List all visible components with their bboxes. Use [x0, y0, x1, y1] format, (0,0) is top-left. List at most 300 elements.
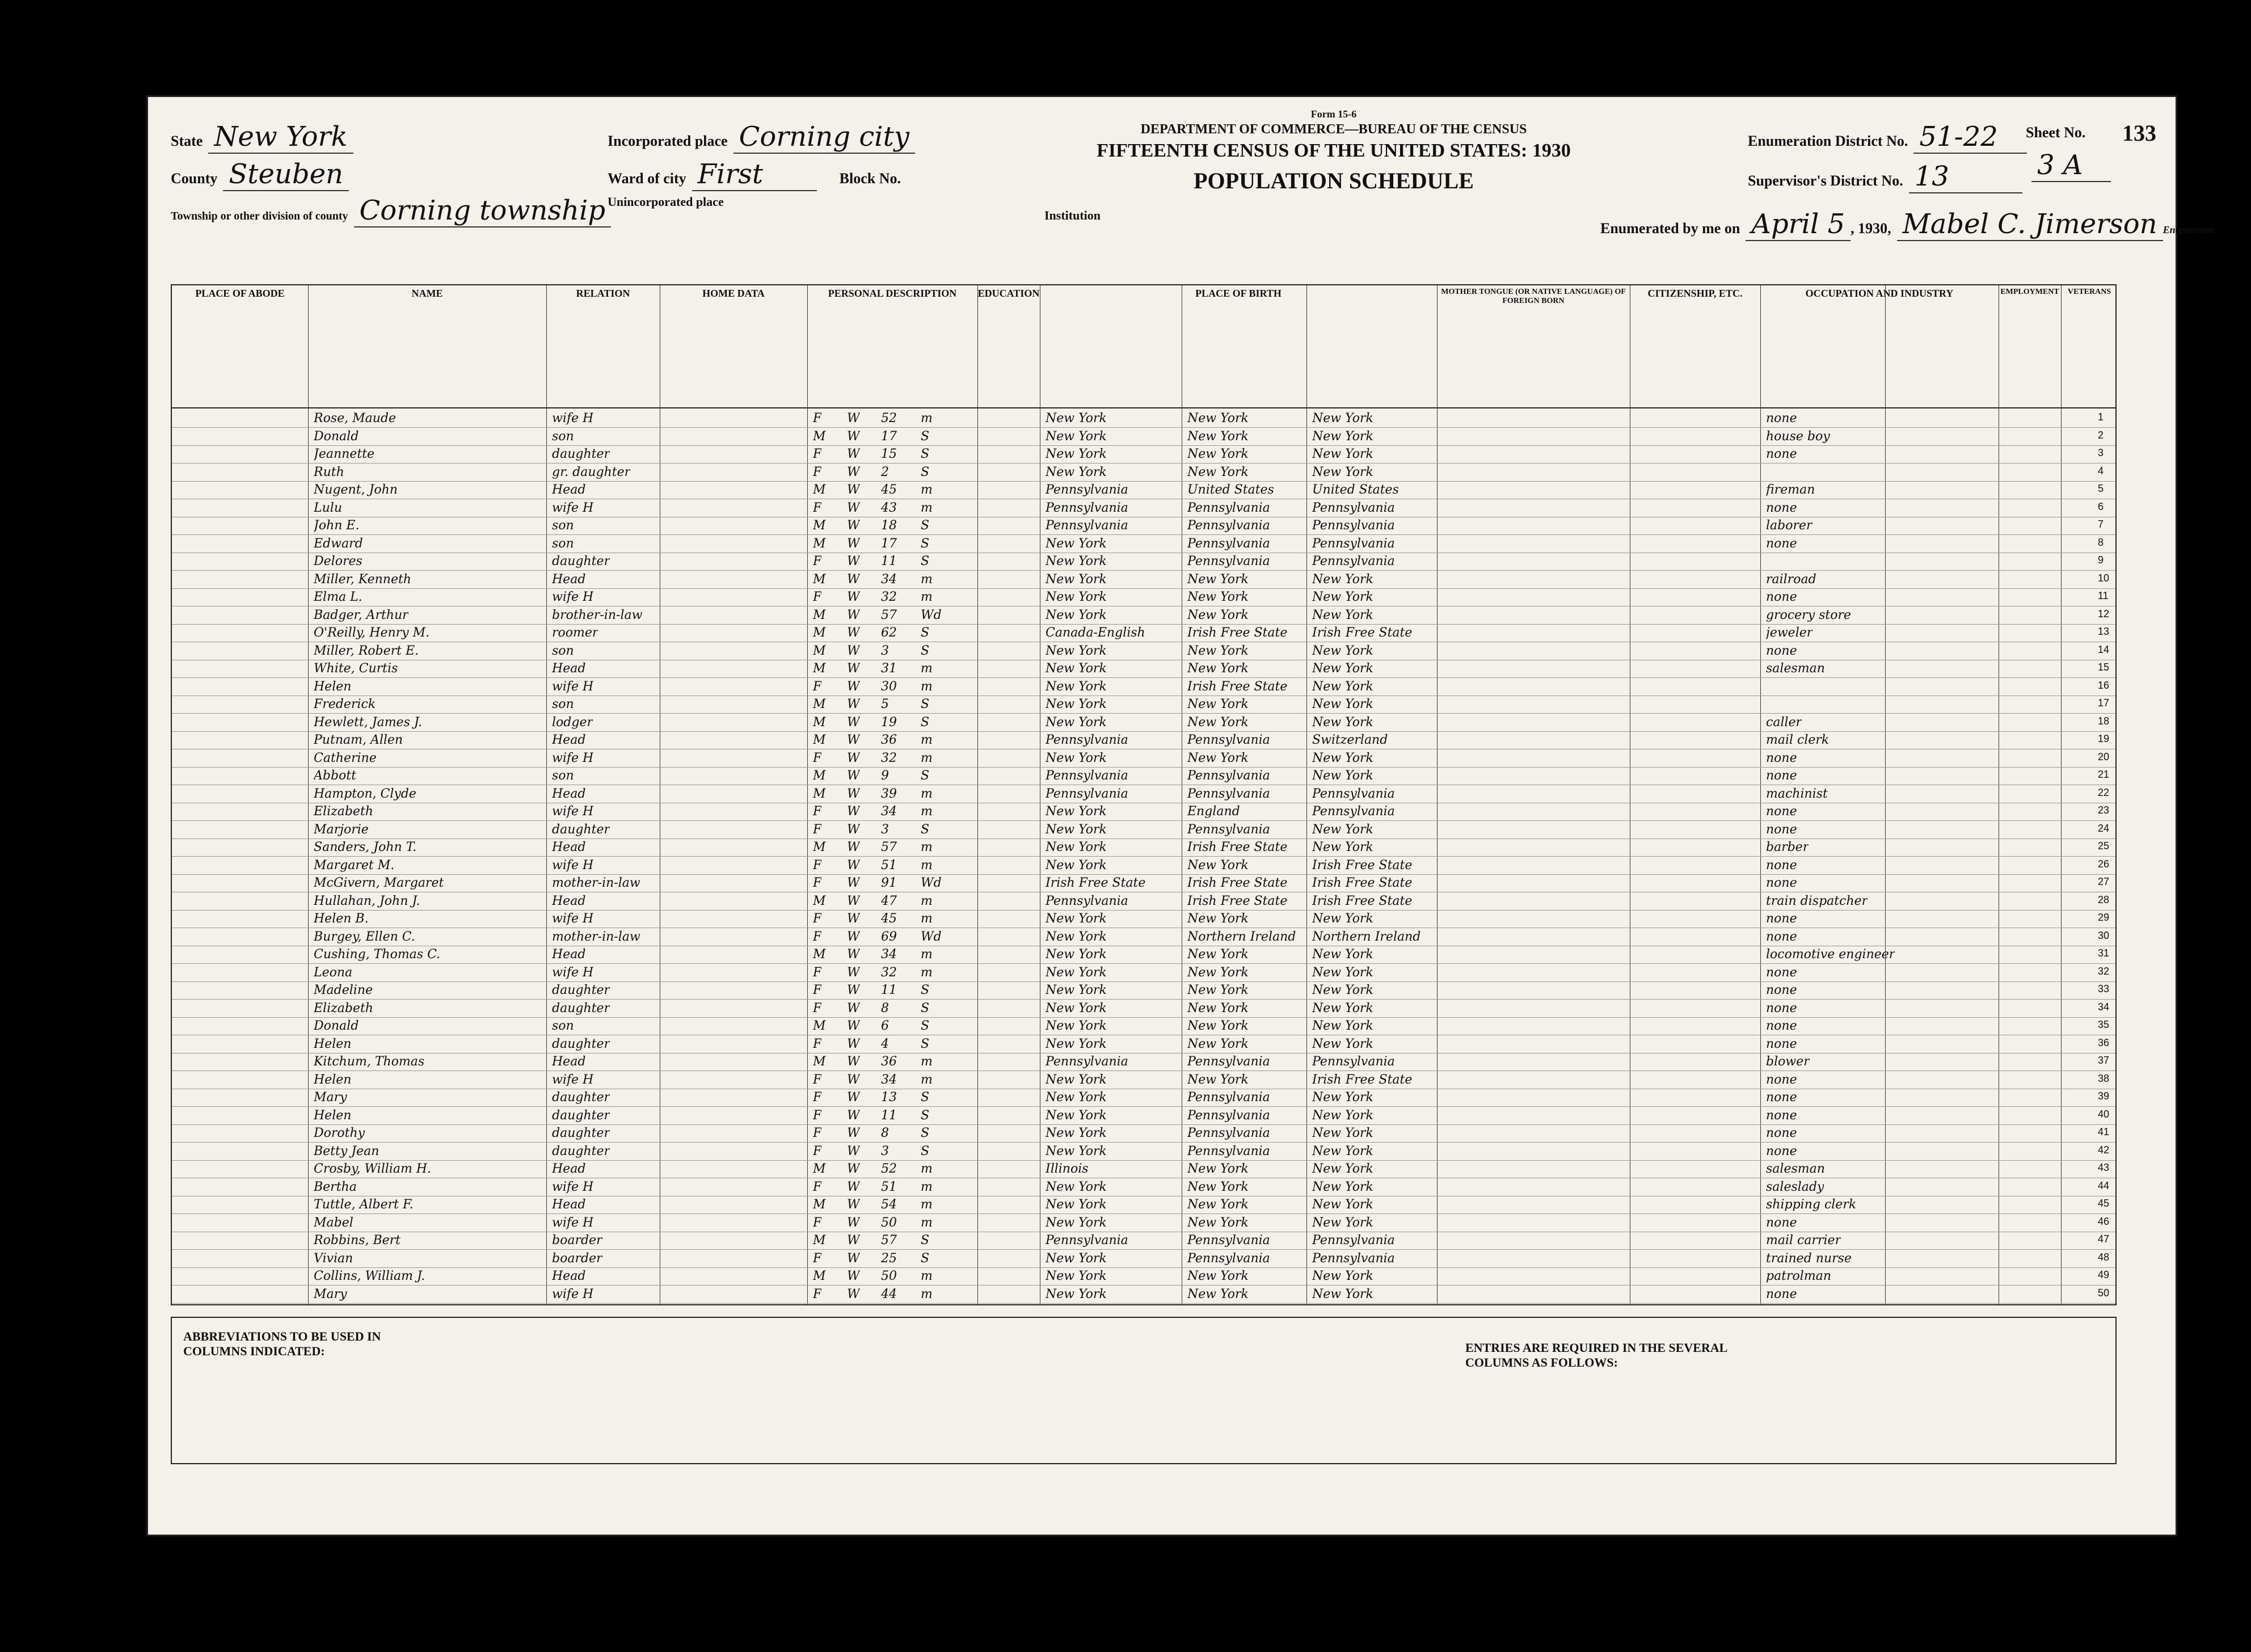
- father-birthplace: New York: [1187, 983, 1249, 997]
- occupation: none: [1766, 1001, 1797, 1015]
- row-number: 17: [2098, 697, 2110, 709]
- row-number: 12: [2098, 608, 2110, 620]
- schedule-title: POPULATION SCHEDULE: [1194, 168, 1474, 193]
- father-birthplace: Pennsylvania: [1187, 1090, 1270, 1105]
- birthplace: New York: [1046, 1019, 1107, 1033]
- race: W: [847, 1233, 860, 1248]
- birthplace: New York: [1046, 822, 1107, 837]
- row-number: 18: [2098, 715, 2110, 727]
- birthplace: New York: [1046, 715, 1107, 730]
- age: 34: [881, 947, 897, 962]
- age: 39: [881, 786, 897, 801]
- marital-status: m: [921, 590, 933, 604]
- row-number: 40: [2098, 1108, 2110, 1120]
- mother-birthplace: New York: [1312, 983, 1373, 997]
- group-place-of-birth: PLACE OF BIRTH: [1195, 288, 1282, 299]
- census-title: FIFTEENTH CENSUS OF THE UNITED STATES: 1930: [1097, 140, 1571, 161]
- marital-status: m: [921, 483, 933, 497]
- sheet-field: Sheet No. 3 A: [2026, 124, 2111, 182]
- marital-status: m: [921, 1287, 933, 1301]
- relation: mother-in-law: [552, 876, 640, 890]
- race: W: [847, 983, 860, 997]
- marital-status: S: [921, 1019, 930, 1033]
- table-row: [172, 625, 2115, 642]
- row-number: 46: [2098, 1215, 2110, 1227]
- person-name: Robbins, Bert: [314, 1233, 401, 1248]
- sd-field: Supervisor's District No. 13: [1748, 161, 2022, 193]
- occupation: none: [1766, 411, 1797, 425]
- father-birthplace: Pennsylvania: [1187, 1108, 1270, 1123]
- relation: son: [552, 697, 574, 711]
- occupation: none: [1766, 500, 1797, 515]
- relation: daughter: [552, 554, 610, 568]
- age: 57: [881, 840, 897, 854]
- race: W: [847, 679, 860, 694]
- race: W: [847, 661, 860, 676]
- person-name: Lulu: [314, 500, 342, 515]
- father-birthplace: New York: [1187, 429, 1249, 444]
- person-name: Mabel: [314, 1215, 353, 1230]
- row-number: 8: [2098, 536, 2104, 548]
- father-birthplace: Pennsylvania: [1187, 1233, 1270, 1248]
- row-number: 1: [2098, 411, 2104, 423]
- row-number: 25: [2098, 840, 2110, 852]
- marital-status: m: [921, 411, 933, 425]
- person-name: Dorothy: [314, 1126, 365, 1140]
- birthplace: Pennsylvania: [1046, 769, 1128, 783]
- age: 6: [881, 1019, 889, 1033]
- age: 25: [881, 1251, 897, 1266]
- person-name: Collins, William J.: [314, 1269, 425, 1283]
- table-row: [172, 911, 2115, 928]
- person-name: Edward: [314, 536, 363, 551]
- person-name: O'Reilly, Henry M.: [314, 626, 430, 640]
- row-number: 31: [2098, 947, 2110, 959]
- birthplace: New York: [1046, 983, 1107, 997]
- mother-birthplace: New York: [1312, 572, 1373, 587]
- occupation: none: [1766, 912, 1797, 926]
- group-occupation: OCCUPATION AND INDUSTRY: [1805, 288, 1954, 299]
- relation: daughter: [552, 1036, 610, 1051]
- occupation: barber: [1766, 840, 1809, 854]
- relation: wife H: [552, 912, 594, 926]
- occupation: patrolman: [1766, 1269, 1831, 1283]
- marital-status: S: [921, 465, 930, 479]
- sex: M: [813, 483, 826, 497]
- race: W: [847, 1179, 860, 1194]
- birthplace: New York: [1046, 840, 1107, 854]
- table-row: [172, 1089, 2115, 1107]
- father-birthplace: Irish Free State: [1187, 679, 1288, 694]
- birthplace: New York: [1046, 1126, 1107, 1140]
- row-number: 13: [2098, 626, 2110, 637]
- marital-status: m: [921, 500, 933, 515]
- birthplace: New York: [1046, 554, 1107, 568]
- person-name: Madeline: [314, 983, 373, 997]
- sex: M: [813, 1162, 826, 1176]
- relation: Head: [552, 483, 586, 497]
- occupation: none: [1766, 965, 1797, 980]
- row-number: 15: [2098, 661, 2110, 673]
- age: 51: [881, 1179, 897, 1194]
- father-birthplace: New York: [1187, 411, 1249, 425]
- sex: F: [813, 1126, 822, 1140]
- birthplace: Pennsylvania: [1046, 786, 1128, 801]
- group-place-of-abode: PLACE OF ABODE: [195, 288, 285, 299]
- sex: M: [813, 429, 826, 444]
- sex: F: [813, 411, 822, 425]
- marital-status: S: [921, 1036, 930, 1051]
- relation: lodger: [552, 715, 593, 730]
- relation: brother-in-law: [552, 608, 643, 622]
- relation: son: [552, 519, 574, 533]
- marital-status: Wd: [921, 929, 942, 944]
- age: 69: [881, 929, 897, 944]
- marital-status: m: [921, 733, 933, 747]
- relation: wife H: [552, 1287, 594, 1301]
- relation: Head: [552, 733, 586, 747]
- relation: wife H: [552, 679, 594, 694]
- race: W: [847, 929, 860, 944]
- mother-birthplace: New York: [1312, 697, 1373, 711]
- person-name: Hampton, Clyde: [314, 786, 416, 801]
- occupation: salesman: [1766, 661, 1825, 676]
- birthplace: New York: [1046, 429, 1107, 444]
- father-birthplace: Irish Free State: [1187, 876, 1288, 890]
- group-education: EDUCATION: [977, 288, 1040, 299]
- relation: Head: [552, 840, 586, 854]
- enumerator-name: Mabel C. Jimerson: [1897, 208, 2163, 241]
- race: W: [847, 465, 860, 479]
- person-name: Helen: [314, 1072, 352, 1087]
- father-birthplace: New York: [1187, 1198, 1249, 1212]
- relation: Head: [552, 1162, 586, 1176]
- table-row: [172, 1125, 2115, 1143]
- relation: Head: [552, 894, 586, 908]
- father-birthplace: Pennsylvania: [1187, 733, 1270, 747]
- sex: M: [813, 947, 826, 962]
- population-table: [171, 284, 2117, 1305]
- race: W: [847, 947, 860, 962]
- father-birthplace: Pennsylvania: [1187, 1144, 1270, 1158]
- person-name: Sanders, John T.: [314, 840, 417, 854]
- sex: M: [813, 1198, 826, 1212]
- sex: F: [813, 447, 822, 461]
- relation: wife H: [552, 804, 594, 819]
- row-number: 20: [2098, 751, 2110, 762]
- race: W: [847, 733, 860, 747]
- table-row: [172, 946, 2115, 964]
- occupation: machinist: [1766, 786, 1828, 801]
- birthplace: New York: [1046, 1108, 1107, 1123]
- relation: daughter: [552, 1144, 610, 1158]
- person-name: Miller, Kenneth: [314, 572, 411, 587]
- father-birthplace: New York: [1187, 1287, 1249, 1301]
- relation: wife H: [552, 751, 594, 765]
- mother-birthplace: New York: [1312, 1090, 1373, 1105]
- marital-status: m: [921, 1055, 933, 1069]
- mother-birthplace: Pennsylvania: [1312, 1251, 1395, 1266]
- marital-status: S: [921, 1126, 930, 1140]
- father-birthplace: Pennsylvania: [1187, 822, 1270, 837]
- birthplace: Irish Free State: [1046, 876, 1146, 890]
- race: W: [847, 876, 860, 890]
- sex: M: [813, 572, 826, 587]
- birthplace: New York: [1046, 1198, 1107, 1212]
- father-birthplace: Pennsylvania: [1187, 536, 1270, 551]
- race: W: [847, 411, 860, 425]
- sex: F: [813, 929, 822, 944]
- table-row: [172, 1215, 2115, 1232]
- race: W: [847, 643, 860, 658]
- ward-value: First: [692, 158, 817, 191]
- marital-status: m: [921, 947, 933, 962]
- father-birthplace: New York: [1187, 965, 1249, 980]
- relation: boarder: [552, 1233, 602, 1248]
- marital-status: m: [921, 786, 933, 801]
- age: 3: [881, 643, 889, 658]
- race: W: [847, 1215, 860, 1230]
- mother-birthplace: New York: [1312, 1162, 1373, 1176]
- age: 13: [881, 1090, 897, 1105]
- group-relation: RELATION: [576, 288, 630, 299]
- mother-birthplace: New York: [1312, 661, 1373, 676]
- table-row: [172, 1179, 2115, 1196]
- relation: wife H: [552, 590, 594, 604]
- relation: Head: [552, 1198, 586, 1212]
- birthplace: Canada-English: [1046, 626, 1145, 640]
- sex: F: [813, 876, 822, 890]
- age: 44: [881, 1287, 897, 1301]
- township-value: Corning township: [354, 195, 612, 227]
- race: W: [847, 840, 860, 854]
- marital-status: m: [921, 751, 933, 765]
- father-birthplace: England: [1187, 804, 1240, 819]
- birthplace: New York: [1046, 643, 1107, 658]
- row-number: 50: [2098, 1287, 2110, 1299]
- table-row: [172, 500, 2115, 517]
- mother-birthplace: New York: [1312, 965, 1373, 980]
- birthplace: New York: [1046, 465, 1107, 479]
- table-row: [172, 553, 2115, 571]
- occupation: none: [1766, 804, 1797, 819]
- age: 15: [881, 447, 897, 461]
- occupation: none: [1766, 1126, 1797, 1140]
- occupation: railroad: [1766, 572, 1816, 587]
- table-row: [172, 571, 2115, 589]
- birthplace: New York: [1046, 572, 1107, 587]
- race: W: [847, 858, 860, 873]
- sex: F: [813, 804, 822, 819]
- table-row: [172, 589, 2115, 606]
- mother-birthplace: New York: [1312, 643, 1373, 658]
- mother-birthplace: United States: [1312, 483, 1399, 497]
- group-veterans: VETERANS: [2067, 288, 2111, 296]
- relation: Head: [552, 661, 586, 676]
- row-number: 22: [2098, 786, 2110, 798]
- sex: F: [813, 1144, 822, 1158]
- age: 52: [881, 411, 897, 425]
- occupation: none: [1766, 1019, 1797, 1033]
- row-number: 19: [2098, 733, 2110, 744]
- table-row: [172, 982, 2115, 1000]
- birthplace: New York: [1046, 804, 1107, 819]
- age: 4: [881, 1036, 889, 1051]
- sex: F: [813, 1090, 822, 1105]
- occupation: shipping clerk: [1766, 1198, 1857, 1212]
- ed-value: 51-22: [1913, 121, 2027, 154]
- birthplace: New York: [1046, 697, 1107, 711]
- age: 52: [881, 1162, 897, 1176]
- sex: F: [813, 679, 822, 694]
- occupation: none: [1766, 929, 1797, 944]
- marital-status: m: [921, 572, 933, 587]
- person-name: Hewlett, James J.: [314, 715, 422, 730]
- mother-birthplace: New York: [1312, 1144, 1373, 1158]
- row-number: 21: [2098, 769, 2110, 780]
- relation: son: [552, 643, 574, 658]
- sex: M: [813, 1019, 826, 1033]
- group-employment: EMPLOYMENT: [2000, 288, 2059, 296]
- row-number: 5: [2098, 483, 2104, 494]
- relation: Head: [552, 572, 586, 587]
- enumerator-label: Enumerator.: [2163, 224, 2217, 235]
- row-number: 43: [2098, 1162, 2110, 1173]
- table-row: [172, 1161, 2115, 1178]
- row-number: 9: [2098, 554, 2104, 566]
- mother-birthplace: New York: [1312, 1019, 1373, 1033]
- person-name: Mary: [314, 1090, 347, 1105]
- person-name: Rose, Maude: [314, 411, 397, 425]
- row-number: 3: [2098, 447, 2104, 458]
- table-row: [172, 1250, 2115, 1268]
- mother-birthplace: Pennsylvania: [1312, 554, 1395, 568]
- row-number: 42: [2098, 1144, 2110, 1156]
- race: W: [847, 1090, 860, 1105]
- race: W: [847, 572, 860, 587]
- relation: son: [552, 429, 574, 444]
- table-row: [172, 714, 2115, 732]
- father-birthplace: United States: [1187, 483, 1274, 497]
- race: W: [847, 429, 860, 444]
- birthplace: New York: [1046, 1036, 1107, 1051]
- birthplace: New York: [1046, 1215, 1107, 1230]
- sex: F: [813, 983, 822, 997]
- incorporated-value: Corning city: [734, 121, 915, 154]
- row-number: 10: [2098, 572, 2110, 584]
- sheet-stamp: 133: [2122, 120, 2156, 146]
- age: 43: [881, 500, 897, 515]
- relation: daughter: [552, 983, 610, 997]
- mother-birthplace: New York: [1312, 769, 1373, 783]
- father-birthplace: New York: [1187, 1001, 1249, 1015]
- sex: M: [813, 769, 826, 783]
- table-row: [172, 732, 2115, 749]
- sex: F: [813, 1251, 822, 1266]
- race: W: [847, 912, 860, 926]
- group-citizenship: CITIZENSHIP, ETC.: [1647, 288, 1743, 299]
- table-row: [172, 464, 2115, 482]
- age: 2: [881, 465, 889, 479]
- age: 32: [881, 751, 897, 765]
- race: W: [847, 804, 860, 819]
- birthplace: New York: [1046, 1072, 1107, 1087]
- birthplace: Pennsylvania: [1046, 733, 1128, 747]
- age: 34: [881, 1072, 897, 1087]
- father-birthplace: Northern Ireland: [1187, 929, 1296, 944]
- person-name: Helen: [314, 679, 352, 694]
- sex: M: [813, 733, 826, 747]
- table-row: [172, 1268, 2115, 1286]
- race: W: [847, 554, 860, 568]
- enum-year: , 1930,: [1850, 220, 1891, 237]
- age: 3: [881, 1144, 889, 1158]
- relation: daughter: [552, 1090, 610, 1105]
- row-number: 47: [2098, 1233, 2110, 1245]
- race: W: [847, 715, 860, 730]
- marital-status: S: [921, 1233, 930, 1248]
- father-birthplace: Pennsylvania: [1187, 769, 1270, 783]
- sex: F: [813, 1179, 822, 1194]
- father-birthplace: Irish Free State: [1187, 626, 1288, 640]
- race: W: [847, 447, 860, 461]
- birthplace: Illinois: [1046, 1162, 1089, 1176]
- sex: F: [813, 751, 822, 765]
- row-number: 49: [2098, 1269, 2110, 1280]
- birthplace: New York: [1046, 1269, 1107, 1283]
- age: 18: [881, 519, 897, 533]
- row-number: 32: [2098, 965, 2110, 977]
- sex: M: [813, 1055, 826, 1069]
- father-birthplace: Pennsylvania: [1187, 1126, 1270, 1140]
- row-number: 45: [2098, 1198, 2110, 1209]
- department-title: DEPARTMENT OF COMMERCE—BUREAU OF THE CENSUS: [1140, 122, 1527, 137]
- table-row: [172, 1196, 2115, 1214]
- occupation: none: [1766, 769, 1797, 783]
- sex: F: [813, 1215, 822, 1230]
- race: W: [847, 751, 860, 765]
- table-row: [172, 1018, 2115, 1035]
- race: W: [847, 1251, 860, 1266]
- row-divider: [172, 1303, 2115, 1304]
- census-sheet: [146, 95, 2217, 1536]
- row-number: 39: [2098, 1090, 2110, 1102]
- mother-birthplace: New York: [1312, 715, 1373, 730]
- birthplace: New York: [1046, 661, 1107, 676]
- father-birthplace: Irish Free State: [1187, 894, 1288, 908]
- table-row: [172, 821, 2115, 839]
- marital-status: S: [921, 1144, 930, 1158]
- occupation: none: [1766, 1215, 1797, 1230]
- marital-status: m: [921, 1215, 933, 1230]
- marital-status: m: [921, 679, 933, 694]
- birthplace: New York: [1046, 912, 1107, 926]
- race: W: [847, 626, 860, 640]
- sex: M: [813, 643, 826, 658]
- occupation: locomotive engineer: [1766, 947, 1895, 962]
- person-name: Helen: [314, 1108, 352, 1123]
- mother-birthplace: Switzerland: [1312, 733, 1388, 747]
- sex: M: [813, 840, 826, 854]
- race: W: [847, 1072, 860, 1087]
- table-row: [172, 857, 2115, 875]
- marital-status: S: [921, 643, 930, 658]
- father-birthplace: Pennsylvania: [1187, 500, 1270, 515]
- relation: mother-in-law: [552, 929, 640, 944]
- row-number: 35: [2098, 1019, 2110, 1030]
- table-row: [172, 678, 2115, 696]
- row-number: 6: [2098, 500, 2104, 512]
